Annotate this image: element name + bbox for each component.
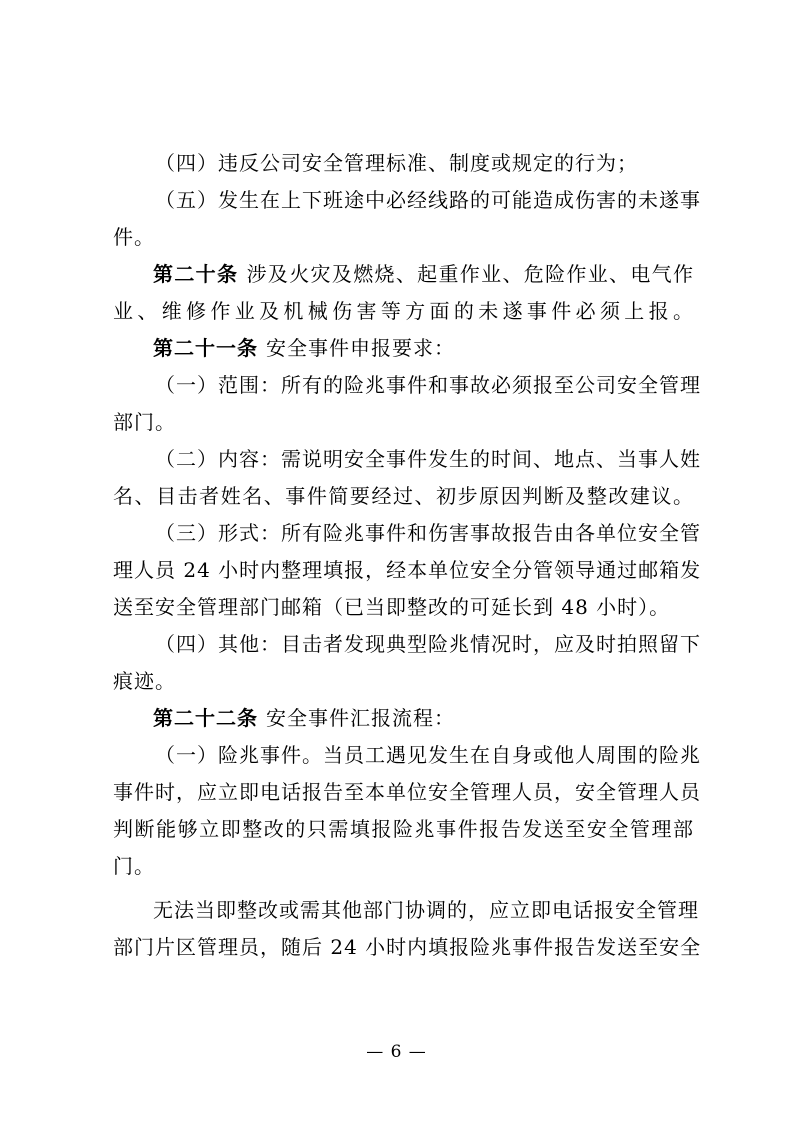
article-number: 第二十条 [153, 262, 239, 286]
paragraph-line [113, 848, 694, 885]
paragraph-line [113, 478, 694, 515]
article-heading-line [113, 330, 694, 367]
line-text: （一）范围：所有的险兆事件和事故必须报至公司安全管理 [155, 373, 701, 397]
line-text: （四）其他：目击者发现典型险兆情况时，应及时拍照留下 [155, 632, 701, 656]
line-text: 部门。 [113, 410, 176, 434]
line-text: 件。 [113, 225, 155, 249]
line-text: 门。 [113, 854, 155, 878]
line-text: 事件时，应立即电话报告至本单位安全管理人员，安全管理人员 [113, 780, 701, 804]
line-text: （三）形式：所有险兆事件和伤害事故报告由各单位安全管 [155, 521, 701, 545]
paragraph-line [113, 626, 701, 663]
line-text: 业、维修作业及机械伤害等方面的未遂事件必须上报。 [113, 299, 694, 323]
paragraph-line [113, 929, 702, 966]
paragraph-line [113, 145, 694, 182]
line-text: （四）违反公司安全管理标准、制度或规定的行为； [155, 151, 638, 175]
page-number: — 6 — [366, 1042, 427, 1062]
paragraph-line [113, 892, 699, 929]
paragraph-line [113, 663, 694, 700]
paragraph-line [113, 515, 701, 552]
article-number: 第二十一条 [153, 336, 258, 360]
paragraph-line [113, 182, 701, 219]
paragraph-line [113, 404, 694, 441]
line-text: 判断能够立即整改的只需填报险兆事件报告发送至安全管理部 [113, 817, 694, 841]
paragraph-line [113, 367, 701, 404]
line-text: 安全事件汇报流程： [266, 706, 455, 730]
line-text: 无法当即整改或需其他部门协调的，应立即电话报安全管理 [153, 898, 699, 922]
paragraph-line [113, 737, 701, 774]
line-text: 安全事件申报要求： [266, 336, 455, 360]
paragraph-line [113, 774, 701, 811]
line-text: （二）内容：需说明安全事件发生的时间、地点、当事人姓 [155, 447, 701, 471]
paragraph-line [113, 589, 694, 626]
paragraph-line [113, 293, 694, 330]
paragraph-line [113, 552, 702, 589]
paragraph-line [113, 219, 694, 256]
paragraph-line [113, 811, 694, 848]
line-text: 痕迹。 [113, 669, 176, 693]
line-text: （一）险兆事件。当员工遇见发生在自身或他人周围的险兆 [155, 743, 701, 767]
line-text: （五）发生在上下班途中必经线路的可能造成伤害的未遂事 [155, 188, 701, 212]
line-text: 名、目击者姓名、事件简要经过、初步原因判断及整改建议。 [113, 484, 694, 508]
article-heading-line [113, 256, 694, 293]
article-heading-line [113, 700, 694, 737]
paragraph-line [113, 441, 701, 478]
line-text: 部门片区管理员，随后 24 小时内填报险兆事件报告发送至安全 [113, 935, 702, 959]
line-text: 送至安全管理部门邮箱（已当即整改的可延长到 48 小时）。 [113, 595, 671, 619]
article-number: 第二十二条 [153, 706, 258, 730]
line-text: 涉及火灾及燃烧、起重作业、危险作业、电气作 [246, 262, 695, 286]
line-text: 理人员 24 小时内整理填报，经本单位安全分管领导通过邮箱发 [113, 558, 702, 582]
